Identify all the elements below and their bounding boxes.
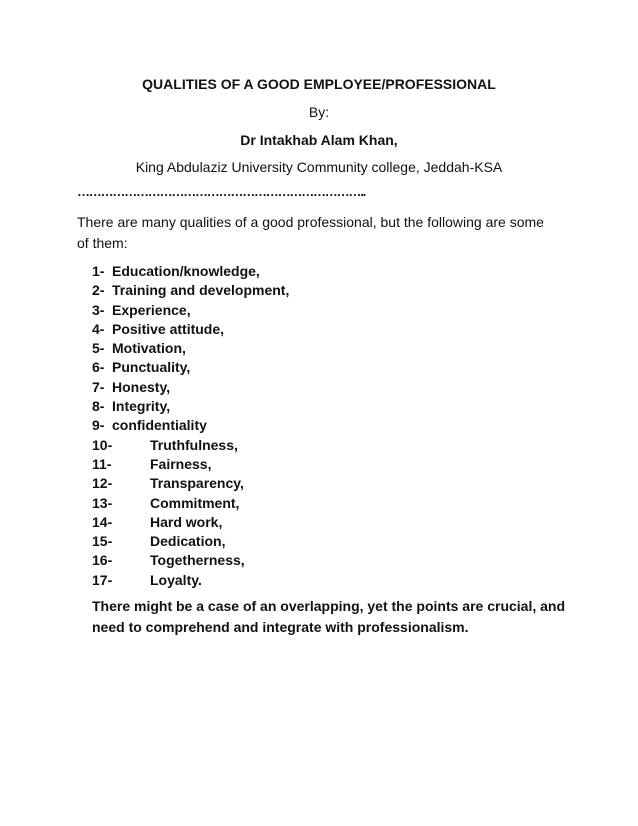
separator-line: ………………………………………………………………..: [77, 184, 366, 199]
item-number: 3-: [92, 301, 105, 318]
item-text: Dedication,: [150, 533, 226, 550]
item-number: 2-: [92, 282, 105, 299]
item-text: Transparency,: [150, 475, 244, 492]
intro-paragraph: There are many qualities of a good professional, but the following are some of them:: [77, 214, 544, 251]
list-item: [92, 532, 289, 551]
list-item: [92, 397, 289, 416]
item-text: Motivation,: [112, 340, 186, 357]
item-number: 9-: [92, 417, 105, 434]
item-text: Loyalty.: [150, 571, 202, 588]
author-affiliation: King Abdulaziz University Community college, Jeddah-KSA: [135, 159, 503, 175]
list-item: [92, 571, 289, 590]
item-number: 7-: [92, 378, 105, 395]
item-number: 11-: [92, 455, 112, 472]
item-text: Punctuality,: [112, 359, 191, 376]
item-number: 10-: [92, 436, 113, 453]
item-number: 8-: [92, 398, 105, 415]
list-item: [92, 513, 289, 532]
item-number: 16-: [92, 552, 113, 569]
list-item: [92, 378, 289, 397]
item-number: 13-: [92, 494, 113, 511]
item-number: 6-: [92, 359, 105, 376]
list-item: [92, 494, 289, 513]
list-item: [92, 320, 289, 339]
list-item: [92, 339, 289, 358]
item-text: Positive attitude,: [112, 320, 225, 337]
item-text: Integrity,: [112, 398, 171, 415]
item-number: 5-: [92, 340, 105, 357]
item-number: 14-: [92, 513, 113, 530]
item-text: Education/knowledge,: [112, 263, 260, 279]
item-text: Experience,: [112, 301, 191, 318]
by-label: By:: [308, 104, 330, 120]
item-number: 12-: [92, 475, 113, 492]
list-item: [92, 455, 289, 474]
item-text: Hard work,: [150, 513, 223, 530]
list-item: [92, 474, 289, 493]
item-text: Togetherness,: [150, 552, 245, 569]
list-item: [92, 301, 289, 320]
item-number: 4-: [92, 320, 105, 337]
item-text: Commitment,: [150, 494, 240, 511]
qualities-list: [92, 262, 289, 590]
item-number: 1-: [92, 263, 105, 279]
list-item: [92, 416, 289, 435]
item-text: Training and development,: [112, 282, 290, 299]
item-text: confidentiality: [112, 417, 207, 434]
document-title: QUALITIES OF A GOOD EMPLOYEE/PROFESSIONAL: [142, 76, 496, 92]
item-number: 15-: [92, 533, 113, 550]
item-text: Honesty,: [112, 378, 171, 395]
list-item: [92, 358, 289, 377]
item-text: Fairness,: [150, 455, 212, 472]
list-item: [92, 262, 289, 281]
item-text: Truthfulness,: [150, 436, 238, 453]
list-item: [92, 436, 289, 455]
list-item: [92, 551, 289, 570]
list-item: [92, 281, 289, 300]
conclusion-paragraph: There might be a case of an overlapping, yet the points are crucial, and need to comprehend and integrate with professionalism.: [92, 598, 566, 635]
author-name: Dr Intakhab Alam Khan,: [240, 132, 398, 148]
item-number: 17-: [92, 571, 113, 588]
